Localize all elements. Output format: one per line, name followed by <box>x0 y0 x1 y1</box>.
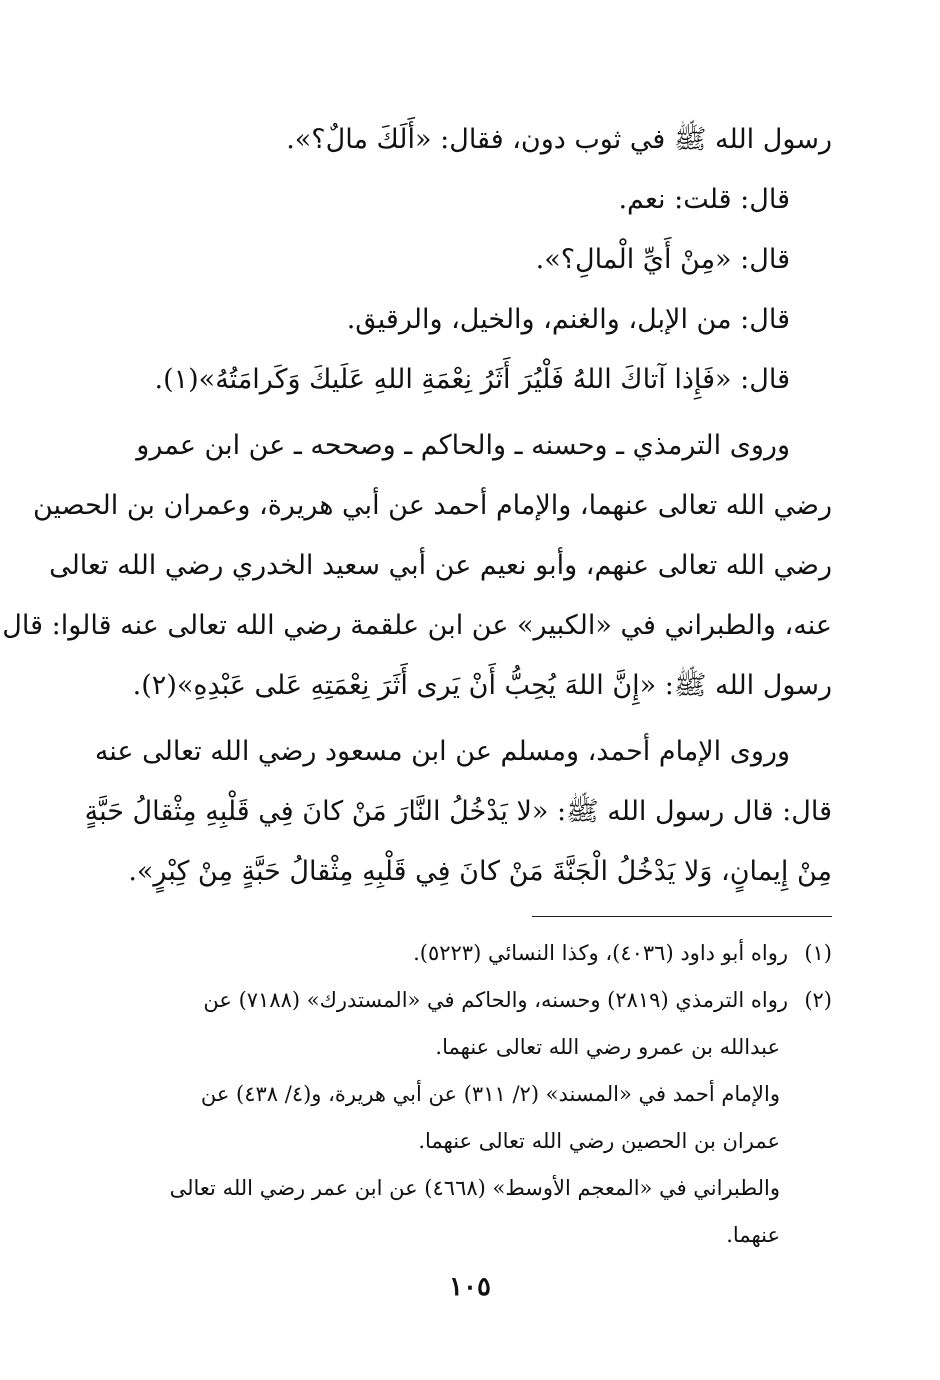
text-line: قال: «فَإِذا آتاكَ اللهُ فَلْيُرَ أَثَرُ نِعْمَةِ اللهِ عَلَيكَ وَكَرامَتُهُ»(١). <box>154 364 790 395</box>
text-line: قال: «مِنْ أَيِّ الْمالِ؟». <box>535 244 790 275</box>
text-line: مِنْ إِيمانٍ، وَلا يَدْخُلُ الْجَنَّةَ مَنْ كانَ فِي قَلْبِهِ مِثْقالُ حَبَّةٍ مِنْ كِبْرٍ». <box>128 856 832 887</box>
footnote-text: عنهما. <box>726 1223 780 1247</box>
footnotes <box>127 930 832 1259</box>
footnote-1 <box>127 930 832 977</box>
page-number: ١٠٥ <box>449 1272 491 1302</box>
footnote-text: عبدالله بن عمرو رضي الله تعالى عنهما. <box>435 1035 780 1059</box>
text-line: وروى الإمام أحمد، ومسلم عن ابن مسعود رضي الله تعالى عنه <box>94 736 790 767</box>
main-text <box>2 110 832 902</box>
text-line: قال: قلت: نعم. <box>618 184 790 215</box>
text-line: قال: قال رسول الله ﷺ: «لا يَدْخُلُ النَّارَ مَنْ كانَ فِي قَلْبِهِ مِثْقالُ حَبَّةٍ <box>84 796 832 827</box>
text-line: رضي الله تعالى عنهم، وأبو نعيم عن أبي سعيد الخدري رضي الله تعالى <box>49 550 832 581</box>
footnote-number: (٢) <box>804 988 832 1012</box>
text-line: رضي الله تعالى عنهما، والإمام أحمد عن أبي هريرة، وعمران بن الحصين <box>32 490 832 521</box>
footnote-text: عمران بن الحصين رضي الله تعالى عنهما. <box>418 1129 780 1153</box>
text-line: عنه، والطبراني في «الكبير» عن ابن علقمة رضي الله تعالى عنه قالوا: قال <box>2 610 832 641</box>
footnote-separator <box>532 916 832 917</box>
text-line: قال: من الإبل، والغنم، والخيل، والرقيق. <box>346 304 790 335</box>
footnote-number: (١) <box>804 941 832 965</box>
footnote-text: والإمام أحمد في «المسند» (٢/ ٣١١) عن أبي هريرة، و(٤/ ٤٣٨) عن <box>200 1082 780 1106</box>
footnote-text: رواه الترمذي (٢٨١٩) وحسنه، والحاكم في «المستدرك» (٧١٨٨) عن <box>203 988 788 1012</box>
footnote-text: رواه أبو داود (٤٠٣٦)، وكذا النسائي (٥٢٢٣). <box>413 941 788 965</box>
footnote-text: والطبراني في «المعجم الأوسط» (٤٦٦٨) عن ابن عمر رضي الله تعالى <box>169 1176 780 1200</box>
text-line: رسول الله ﷺ: «إِنَّ اللهَ يُحِبُّ أَنْ يَرى أَثَرَ نِعْمَتِهِ عَلى عَبْدِهِ»(٢). <box>132 670 832 701</box>
text-line: وروى الترمذي ـ وحسنه ـ والحاكم ـ وصححه ـ عن ابن عمرو <box>136 430 790 461</box>
footnote-2 <box>127 977 832 1024</box>
text-line: رسول الله ﷺ في ثوب دون، فقال: «أَلَكَ مالٌ؟». <box>286 124 832 155</box>
